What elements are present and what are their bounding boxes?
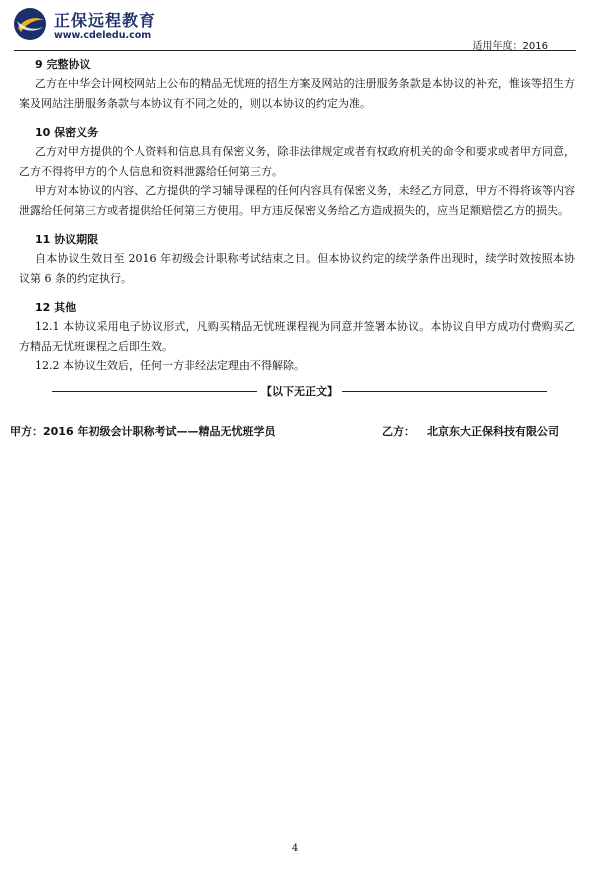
section-paragraph: 乙方对甲方提供的个人资料和信息具有保密义务，除非法律规定或者有权政府机关的命令和要求或者甲方同意，乙方不得将甲方的个人信息和资料泄露给任何第三方。 (19, 145, 575, 178)
agreement-body (19, 55, 575, 386)
divider-line-right (342, 391, 547, 392)
page-number: 4 (291, 843, 299, 854)
section-title: 10 保密义务 (35, 126, 99, 139)
section-confidentiality (19, 123, 575, 220)
applicable-year: 适用年度：2016 (472, 41, 548, 52)
section-paragraph: 乙方在中华会计网校网站上公布的精品无忧班的招生方案及网站的注册服务条款是本协议的补充，惟该等招生方案及网站注册服务条款与本协议有不同之处的，则以本协议的约定为准。 (19, 77, 575, 110)
section-other (19, 298, 575, 376)
section-title: 9 完整协议 (35, 58, 91, 71)
section-paragraph: 12.1 本协议采用电子协议形式，凡购买精品无忧班课程视为同意并签署本协议。本协议自甲方成功付费购买乙方精品无忧班课程之后即生效。 (19, 320, 575, 353)
section-paragraph: 甲方对本协议的内容、乙方提供的学习辅导课程的任何内容具有保密义务，未经乙方同意，甲方不得将该等内容泄露给任何第三方或者提供给任何第三方使用。甲方违反保密义务给乙方造成损失的，应当足额赔偿乙方的损失。 (19, 184, 575, 217)
party-b-name: 北京东大正保科技有限公司 (427, 425, 559, 438)
section-term (19, 230, 575, 288)
page-header (0, 0, 590, 52)
party-b (382, 423, 559, 439)
party-a: 甲方：2016 年初级会计职称考试——精品无忧班学员 (10, 425, 276, 438)
globe-logo-icon (13, 7, 47, 41)
party-b-label: 乙方： (382, 425, 415, 438)
brand-name: 正保远程教育 (54, 11, 157, 30)
section-paragraph: 自本协议生效日至 2016 年初级会计职称考试结束之日。但本协议约定的续学条件出现时，续学时效按照本协议第 6 条的约定执行。 (19, 252, 575, 285)
section-title: 11 协议期限 (35, 233, 99, 246)
divider-line-left (52, 391, 257, 392)
section-title: 12 其他 (35, 301, 77, 314)
section-paragraph: 12.2 本协议生效后，任何一方非经法定理由不得解除。 (35, 359, 305, 372)
end-of-text-divider (52, 383, 547, 399)
header-rule (14, 50, 576, 51)
divider-text: 【以下无正文】 (261, 385, 338, 398)
brand-url: www.cdeledu.com (54, 30, 152, 41)
section-complete-agreement (19, 55, 575, 113)
